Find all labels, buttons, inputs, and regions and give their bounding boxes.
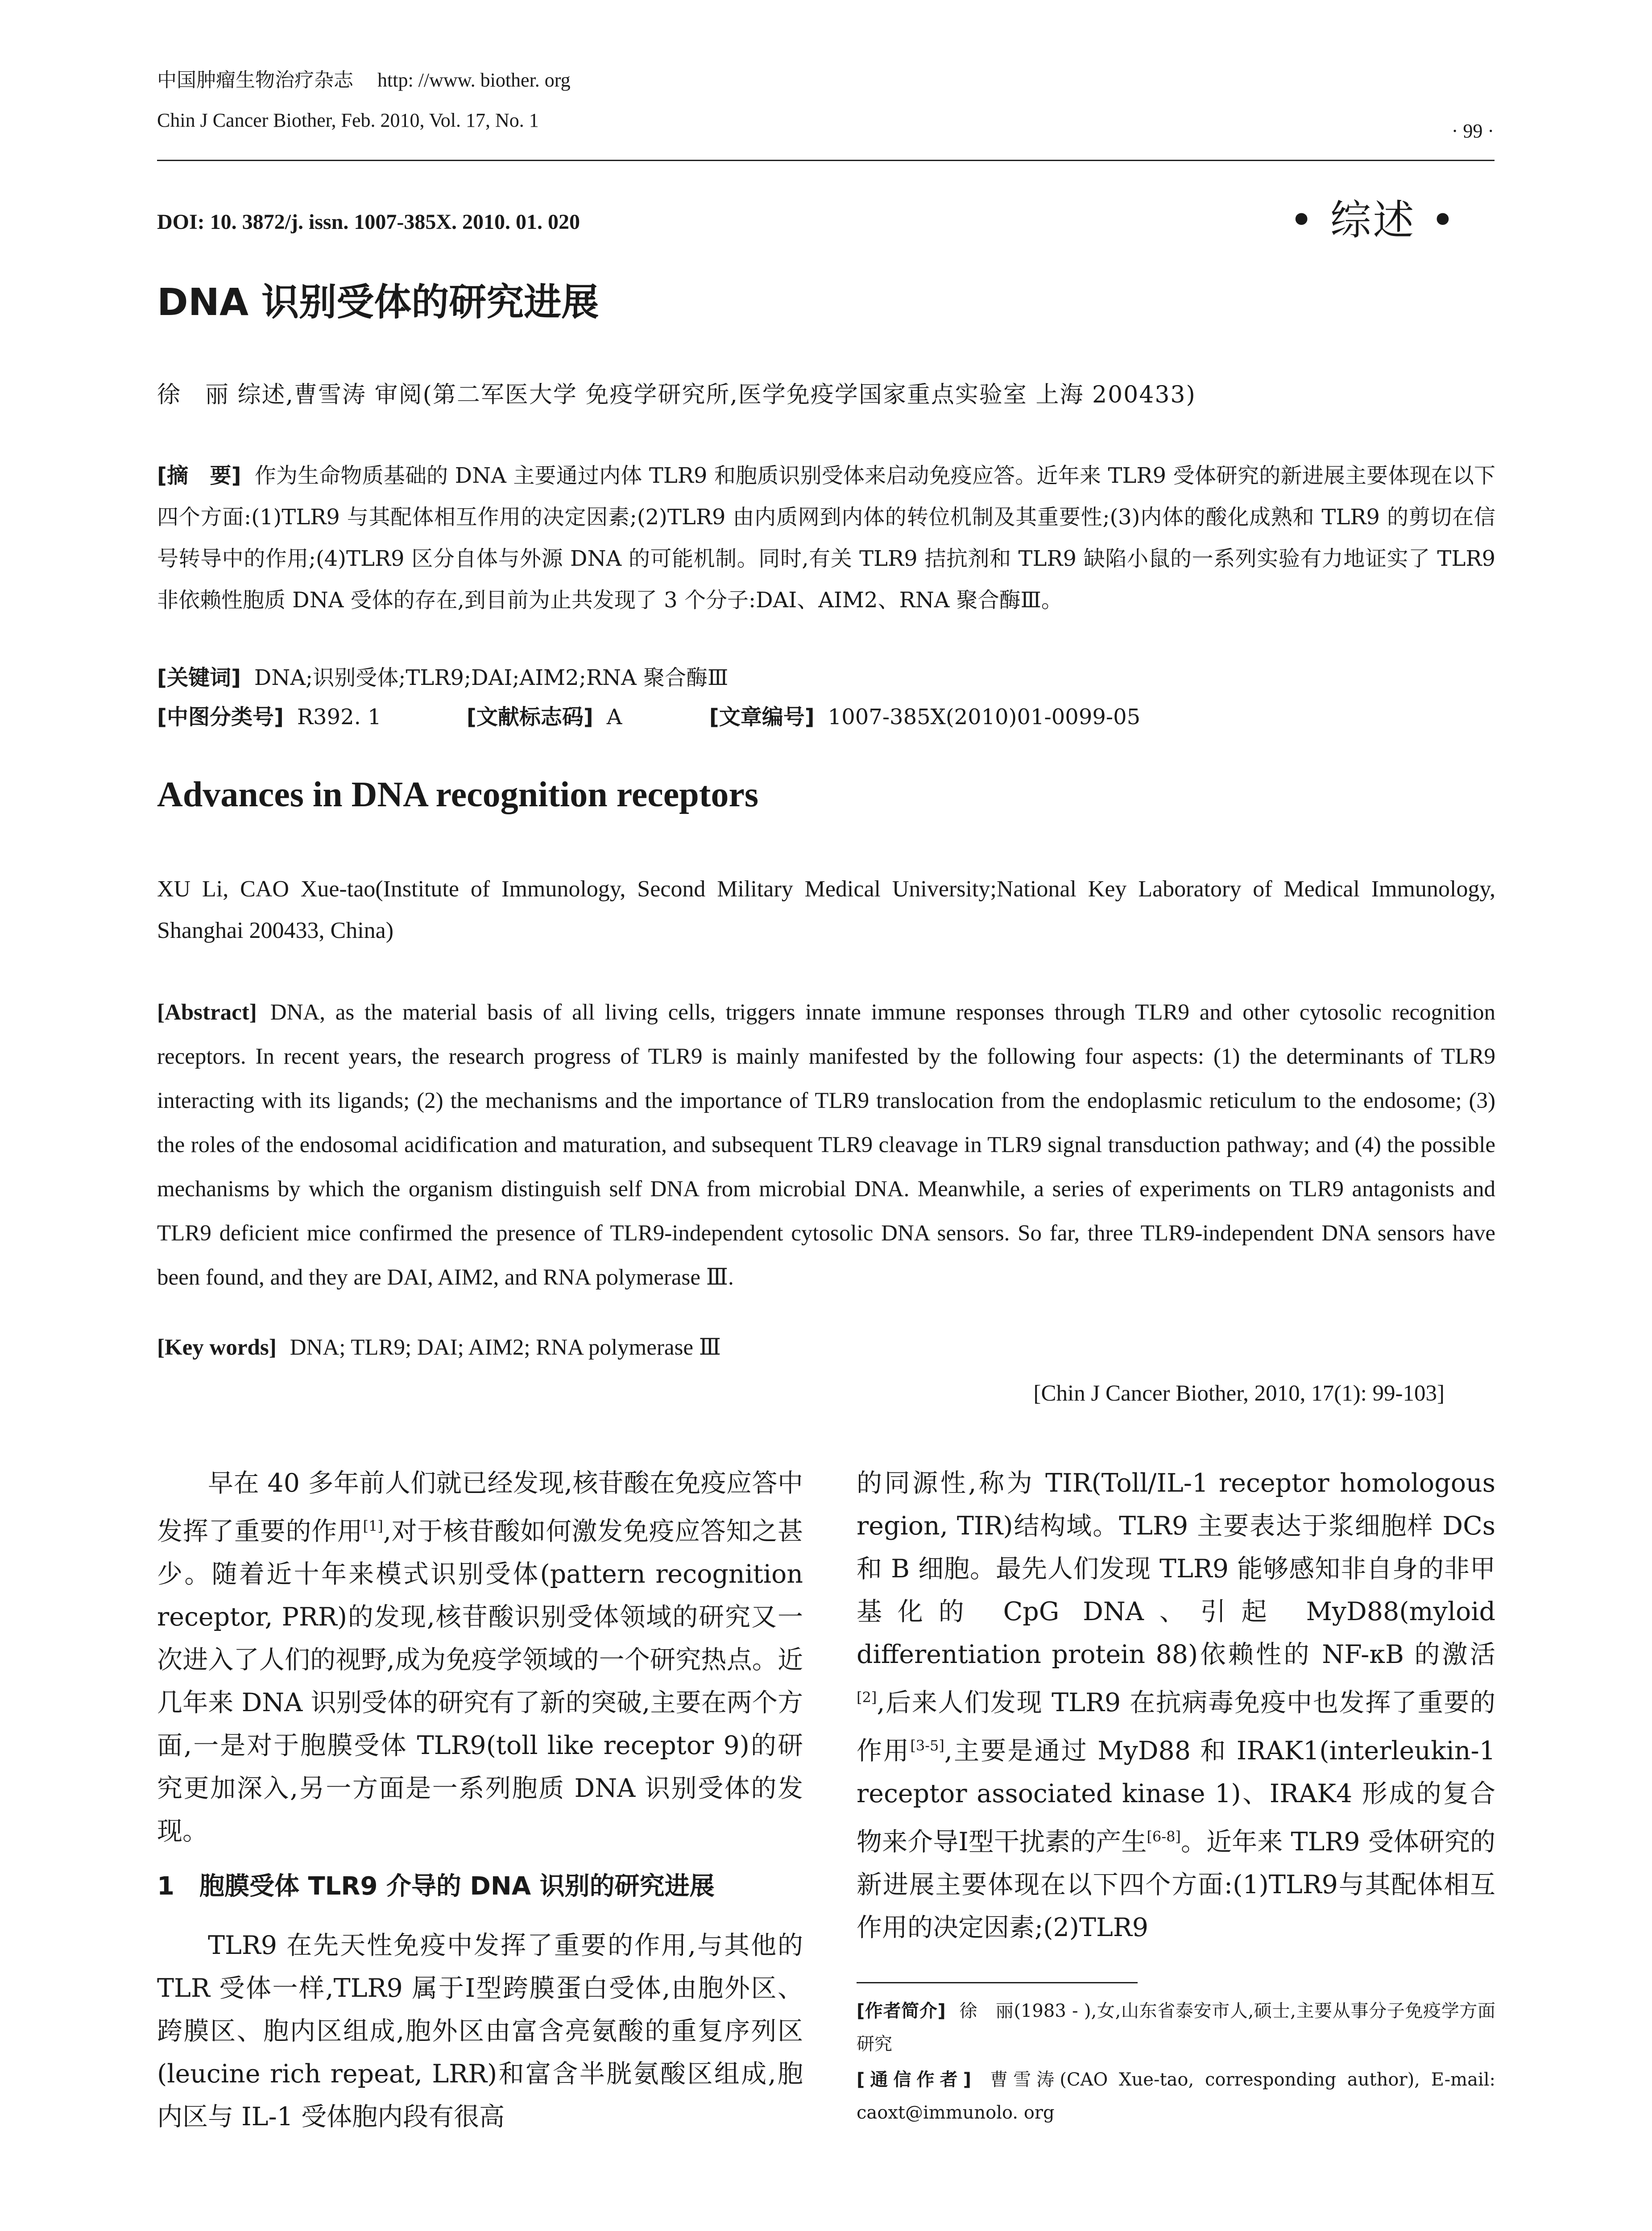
continued-paragraph — [857, 1462, 1495, 1949]
ref-1[interactable]: [1] — [363, 1518, 383, 1534]
cont-text-3: ,主要是通过 MyD88 和 IRAK1(interleukin-1 receptor associated kinase 1)、IRAK4 形成的复合物来介导Ⅰ型干扰素的产生 — [857, 1736, 1495, 1857]
doi[interactable]: DOI: 10. 3872/j. issn. 1007-385X. 2010. 01. 020 — [157, 210, 580, 234]
abstract-en — [157, 991, 1495, 1300]
title-en: Advances in DNA recognition receptors — [157, 775, 759, 814]
authors-en: XU Li, CAO Xue-tao(Institute of Immunology, Second Military Medical University;National Key Laboratory of Medical Immunology, Shanghai 200433, China) — [157, 876, 1495, 943]
journal-header-en: Chin J Cancer Biother, Feb. 2010, Vol. 17, No. 1 — [157, 109, 539, 131]
abstract-cn — [157, 455, 1495, 621]
section-heading-1: 1 胞膜受体 TLR9 介导的 DNA 识别的研究进展 — [157, 1872, 715, 1901]
footnote-rule — [857, 1982, 1138, 1983]
abstract-en-label: [Abstract] — [157, 1000, 257, 1025]
author-bio-footnote — [857, 1995, 1495, 2061]
header-rule — [157, 160, 1495, 161]
keywords-cn-text: DNA;识别受体;TLR9;DAI;AIM2;RNA 聚合酶Ⅲ — [254, 665, 729, 690]
intro-text-2: ,对于核苷酸如何激发免疫应答知之甚少。随着近十年来模式识别受体(pattern recognition receptor, PRR)的发现,核苷酸识别受体领域的研究又一次进入了人们的视野,成为免疫学领域的一个研究热点。近几年来 DNA 识别受体的研究有了新的突破,主要在两个方面,一是对于胞膜受体 TLR9(toll like receptor 9)的研究更加深入,另一方面是一系列胞质 DNA 识别受体的发现。 — [157, 1517, 803, 1846]
keywords-cn-label: [关键词] — [157, 665, 241, 690]
abstract-en-text: DNA, as the material basis of all living cells, triggers innate immune responses through TLR9 and other cytosolic recognition receptors. In recent years, the research progress of TLR9 is mainly manifested by the following four aspects: (1) the determinants of TLR9 interacting with its ligands; (2) the mechanisms and the importance of TLR9 translocation from the endoplasmic reticulum to the endosome; (3) the roles of the endosomal acidification and maturation, and subsequent TLR9 cleavage in TLR9 signal transduction pathway; and (4) the possible mechanisms by which the organism distinguish self DNA from microbial DNA. Meanwhile, a series of experiments on TLR9 antagonists and TLR9 deficient mice confirmed the presence of TLR9-independent cytosolic DNA sensors. So far, three TLR9-independent DNA sensors have been found, and they are DAI, AIM2, and RNA polymerase Ⅲ. — [157, 1000, 1495, 1290]
ref-6-8[interactable]: [6-8] — [1147, 1828, 1181, 1845]
authors-cn: 徐 丽 综述,曹雪涛 审阅(第二军医大学 免疫学研究所,医学免疫学国家重点实验室 上海 200433) — [157, 382, 1196, 408]
journal-name-cn: 中国肿瘤生物治疗杂志 — [157, 69, 353, 91]
body-right-column — [857, 1462, 1495, 1949]
abstract-cn-label: [摘 要] — [157, 463, 241, 488]
journal-url[interactable]: http: //www. biother. org — [377, 69, 571, 91]
footnotes — [857, 1995, 1495, 2132]
classification-row — [157, 700, 1140, 730]
article-number-value: 1007-385X(2010)01-0099-05 — [828, 705, 1141, 730]
clc-value: R392. 1 — [297, 705, 381, 730]
keywords-en — [157, 1334, 721, 1360]
doc-code-value: A — [606, 705, 622, 730]
ref-3-5[interactable]: [3-5] — [910, 1737, 944, 1754]
keywords-en-label: [Key words] — [157, 1335, 277, 1360]
title-cn: DNA 识别受体的研究进展 — [157, 280, 599, 324]
author-bio-label: [作者简介] — [857, 2001, 946, 2021]
body-left-column — [157, 1462, 803, 2138]
corresponding-author-footnote — [857, 2063, 1495, 2129]
ref-2[interactable]: [2] — [857, 1689, 877, 1706]
page-number: · 99 · — [1451, 120, 1494, 142]
cont-text-2: ,后来人们发现 TLR9 在抗病毒免疫中也发挥了重要的作用 — [857, 1688, 1495, 1766]
keywords-en-text: DNA; TLR9; DAI; AIM2; RNA polymerase Ⅲ — [290, 1335, 721, 1360]
corresponding-author-label: [通信作者] — [857, 2069, 971, 2090]
author-bio-text: 徐 丽(1983 - ),女,山东省泰安市人,硕士,主要从事分子免疫学方面研究 — [857, 2001, 1496, 2054]
cont-text-1: 的同源性,称为 TIR(Toll/IL-1 receptor homologous region, TIR)结构域。TLR9 主要表达于浆细胞样 DCs 和 B 细胞。最先人们发现 TLR9 能够感知非自身的非甲基化的 CpG DNA、引起 MyD88(myloid differentiation protein 88)依赖性的 NF-κB 的激活 — [857, 1468, 1495, 1669]
doc-code-label: [文献标志码] — [466, 705, 593, 730]
clc-label: [中图分类号] — [157, 705, 284, 730]
intro-text-1: 早在 40 多年前人们就已经发现,核苷酸在免疫应答中发挥了重要的作用 — [157, 1468, 803, 1546]
cont-text-4: 。近年来 TLR9 受体研究的新进展主要体现在以下四个方面:(1)TLR9与其配体相互作用的决定因素;(2)TLR9 — [857, 1827, 1496, 1942]
article-number-label: [文章编号] — [709, 705, 815, 730]
keywords-cn — [157, 660, 728, 691]
citation: [Chin J Cancer Biother, 2010, 17(1): 99-103] — [1033, 1381, 1445, 1406]
intro-paragraph — [157, 1462, 803, 1853]
journal-header-cn — [157, 67, 571, 94]
section1-paragraph: TLR9 在先天性免疫中发挥了重要的作用,与其他的 TLR 受体一样,TLR9 属于Ⅰ型跨膜蛋白受体,由胞外区、跨膜区、胞内区组成,胞外区由富含亮氨酸的重复序列区(leucine rich repeat, LRR)和富含半胱氨酸区组成,胞内区与 IL-1 受体胞内段有很高 — [157, 1931, 803, 2131]
section-tag: • 综述 • — [1289, 196, 1457, 244]
corresponding-author-text: 曹雪涛(CAO Xue-tao, corresponding author), E-mail: caoxt@immunolo. org — [857, 2069, 1495, 2123]
abstract-cn-text: 作为生命物质基础的 DNA 主要通过内体 TLR9 和胞质识别受体来启动免疫应答。近年来 TLR9 受体研究的新进展主要体现在以下四个方面:(1)TLR9 与其配体相互作用的决定因素;(2)TLR9 由内质网到内体的转位机制及其重要性;(3)内体的酸化成熟和 TLR9 的剪切在信号转导中的作用;(4)TLR9 区分自体与外源 DNA 的可能机制。同时,有关 TLR9 拮抗剂和 TLR9 缺陷小鼠的一系列实验有力地证实了 TLR9 非依赖性胞质 DNA 受体的存在,到目前为止共发现了 3 个分子:DAI、AIM2、RNA 聚合酶Ⅲ。 — [157, 463, 1495, 613]
